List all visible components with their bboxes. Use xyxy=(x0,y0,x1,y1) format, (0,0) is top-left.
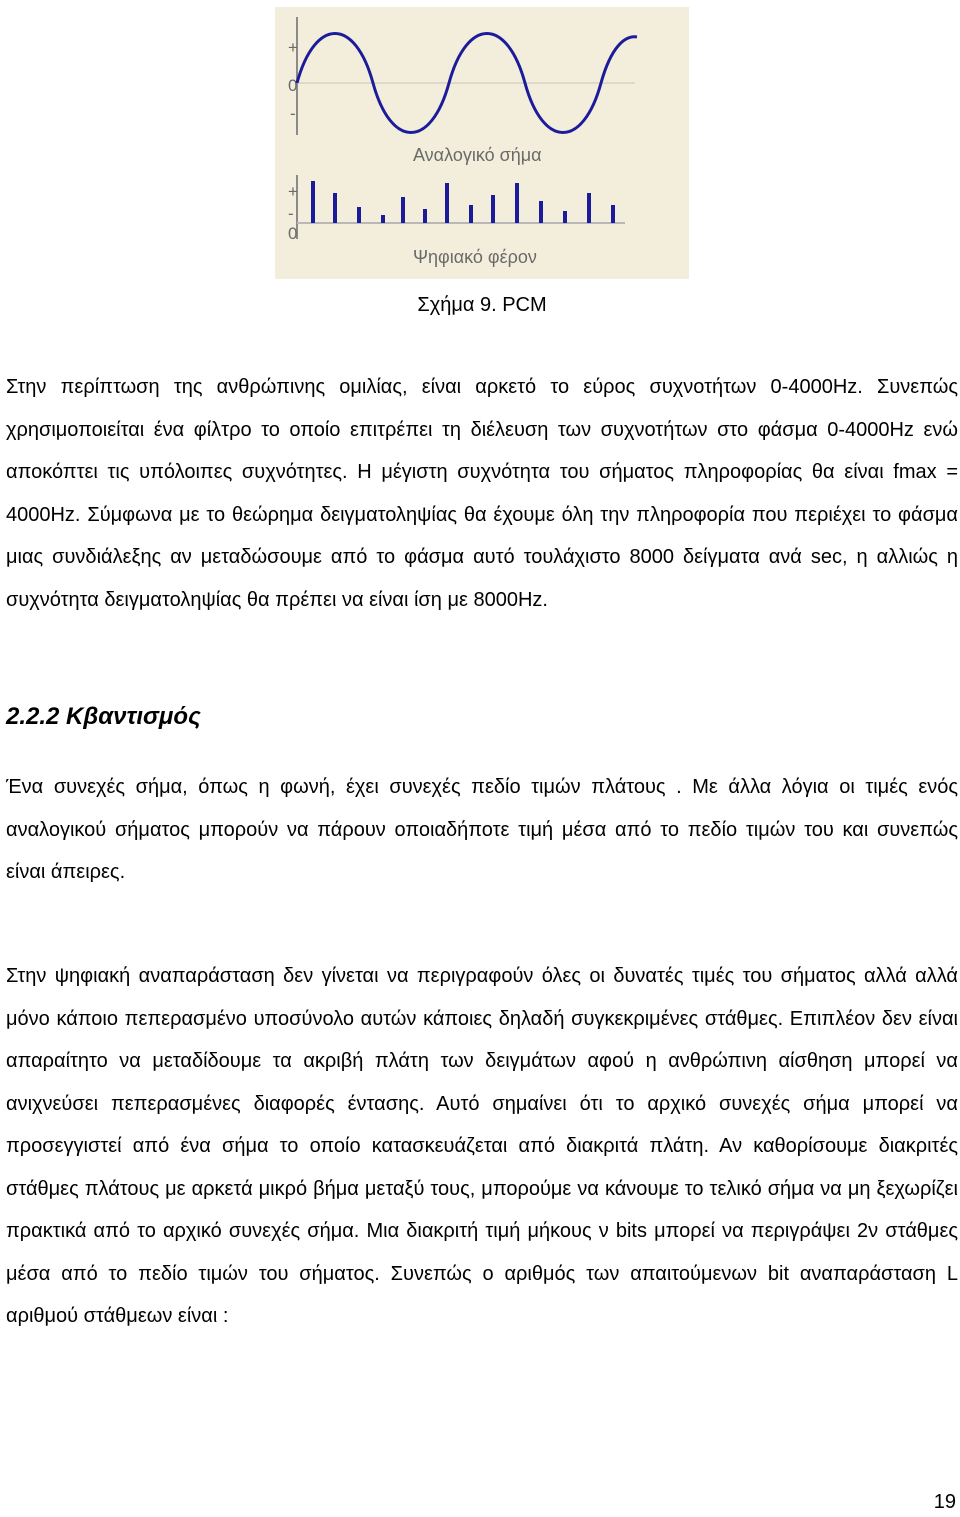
analog-signal-label: Αναλογικό σήμα xyxy=(413,145,542,165)
digital-axis-minus: - xyxy=(288,204,294,223)
analog-axis-minus: - xyxy=(290,104,296,123)
pcm-diagram xyxy=(275,7,689,279)
page-number: 19 xyxy=(933,1491,956,1513)
paragraph-continuous-signal: Ένα συνεχές σήμα, όπως η φωνή, έχει συνεχές πεδίο τιμών πλάτους . Με άλλα λόγια οι τιμές ενός αναλογικού σήματος μπορούν να πάρουν οποιαδήποτε τιμή μέσα από το πεδίο τιμών του και συνεπώς είναι άπειρες. xyxy=(6,776,958,883)
pcm-figure xyxy=(275,7,689,279)
figure-background xyxy=(275,7,689,279)
paragraph-sampling: Στην περίπτωση της ανθρώπινης ομιλίας, είναι αρκετό το εύρος συχνοτήτων 0-4000Hz. Συνεπώς χρησιμοποιείται ένα φίλτρο το οποίο επιτρέπει τη διέλευση των συχνοτήτων στο φάσμα 0-4000Hz ενώ αποκόπτει τις υπόλοιπες συχνότητες. Η μέγιστη συχνότητα του σήματος πληροφορίας θα είναι fmax = 4000Hz. Σύμφωνα με το θεώρημα δειγματοληψίας θα έχουμε όλη την πληροφορία που περιέχει το φάσμα μιας συνδιάλεξης αν μεταδώσουμε από το φάσμα αυτό τουλάχιστο 8000 δείγματα ανά sec, η αλλιώς η συχνότητα δειγματοληψίας θα πρέπει να είναι ίση με 8000Hz. xyxy=(6,376,958,611)
analog-axis-zero: 0 xyxy=(288,76,298,95)
digital-carrier-label: Ψηφιακό φέρον xyxy=(413,247,537,267)
paragraph-digital-representation: Στην ψηφιακή αναπαράσταση δεν γίνεται να περιγραφούν όλες οι δυνατές τιμές του σήματος αλλά αλλά μόνο κάποιο πεπερασμένο υποσύνολο αυτών κάποιες δηλαδή συγκεκριμένες στάθμες. Επιπλέον δεν είναι απαραίτητο να μεταδίδουμε τα ακριβή πλάτη των δειγμάτων αφού η ανθρώπινη αίσθηση μπορεί να ανιχνεύσει πεπερασμένες διαφορές έντασης. Αυτό σημαίνει ότι το αρχικό συνεχές σήμα μπορεί να προσεγγιστεί από ένα σήμα το οποίο κατασκευάζεται από διακριτά πλάτη. Αν καθορίσουμε διακριτές στάθμες πλάτους με αρκετά μικρό βήμα μεταξύ τους, μπορούμε να κάνουμε το τελικό σήμα να μη ξεχωρίζει πρακτικά από το αρχικό συνεχές σήμα. Μια διακριτή τιμή μήκους ν bits μπορεί να περιγράψει 2ν στάθμες μέσα από το πεδίο τιμών του σήματος. Συνεπώς ο αριθμός των απαιτούμενων bit αναπαράσταση L αριθμού στάθμεων είναι : xyxy=(6,965,958,1327)
digital-axis-zero: 0 xyxy=(288,224,298,243)
analog-axis-plus: + xyxy=(288,38,298,57)
figure-caption: Σχήμα 9. PCM xyxy=(417,294,547,316)
section-heading: 2.2.2 Κβαντισμός xyxy=(6,703,201,730)
digital-axis-plus: + xyxy=(288,182,298,201)
